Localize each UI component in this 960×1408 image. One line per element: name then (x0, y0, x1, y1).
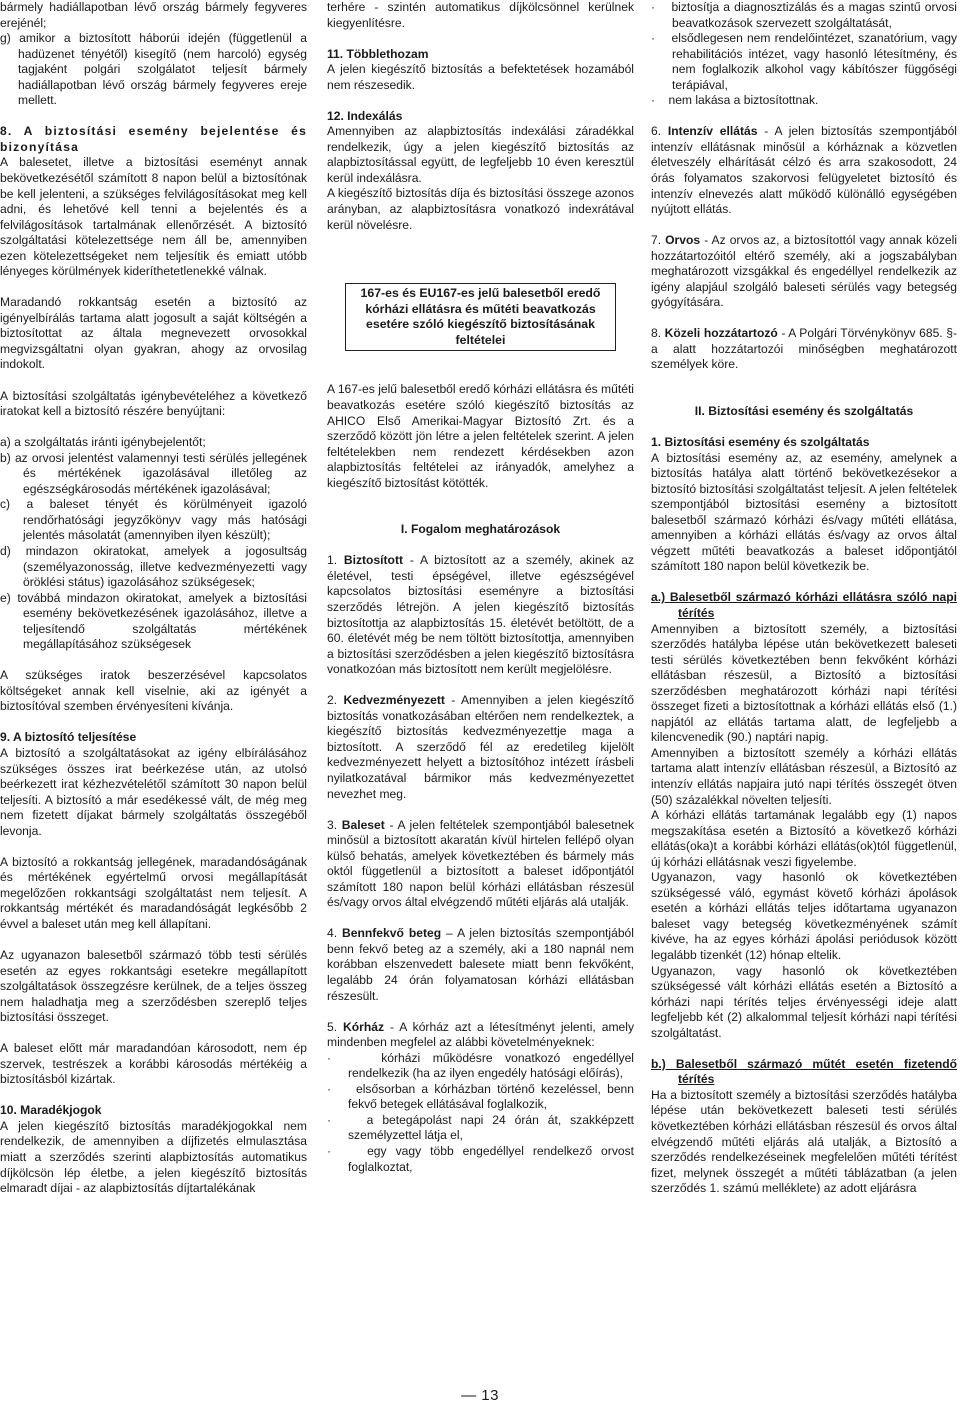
definition-text: - Amennyiben a jelen kiegészítő biztosítás vonatkozásában eltérően nem rendelkeztek, a kiegészítő biztosítás kedvezményezettje maga a biztosított. A szerződő fél az eredetileg kijelölt kedvezményezett helyett a biztosítóhoz intézett írásbeli nyilatkozatával bármikor más kedvezményezettet nevezhet meg. (327, 693, 634, 801)
paragraph: A kiegészítő biztosítás díja és biztosítási összege azonos arányban, az alapbiztosításra vonatkozó indexrátával kerül növelésre. (327, 186, 634, 232)
paragraph: A jelen kiegészítő biztosítás a befektetések hozamából nem részesedik. (327, 62, 634, 92)
definition-number: 1. (327, 553, 344, 568)
section-heading-II: II. Biztosítási esemény és szolgáltatás (694, 403, 914, 418)
list-item: · egy vagy több engedéllyel rendelkező orvost foglalkoztat, (327, 1143, 634, 1174)
paragraph: A biztosító a szolgáltatásokat az igény elbírálásához szükséges összes irat beérkezése után, az utolsó beérkezett irat kézhezvételétől számított 30 napon belül teljesíti. A biztosító a már esedékessé vált, de még meg nem fizetett díjakat bármely szolgáltatás összegéből levonja. (0, 745, 307, 838)
paragraph: Az ugyanazon balesetből származó több testi sérülés esetén az egyes rokkantsági esetekre megállapított szolgáltatások összegzésre kerülnek, de a teljes összeg nem haladhatja meg a szerződésben szereplő teljes biztosítási összeget. (0, 947, 307, 1025)
paragraph: Amennyiben az alapbiztosítás indexálási záradékkal rendelkezik, úgy a jelen kiegészítő biztosítás az alapbiztosítással együtt, de legfeljebb 10 éven keresztül kerül indexálásra. (327, 124, 634, 185)
definition-6 (651, 124, 957, 217)
definition-term: Intenzív ellátás (667, 124, 758, 139)
section-heading-9: 9. A biztosító teljesítése (0, 730, 137, 745)
definition-text: – A jelen biztosítás szempontjából benn fekvő beteg az a személy, aki a 180 napnál nem korábban elszenvedett balesete miatt benn fekvőként, legalább 24 órán folyamatosan kórházi ellátásban részesült. (327, 926, 634, 1003)
definition-4 (327, 926, 634, 1004)
paragraph: g) amikor a biztosított háborúi idején (függetlenül a hadüzenet tényétől) kisegítő (nem harcoló) egység tagjaként polgári szolgálatot teljesít bármely hadiállapotban lévő ország bármely fegyveres ereje mellett. (0, 31, 307, 108)
paragraph: A biztosító a rokkantság jellegének, maradandóságának és mértékének egyértelmű orvosi megállapítását megelőzően rokkantsági szolgáltatást nem teljesít. A rokkantság mértékét és maradandóságát legkésőbb 2 évvel a baleset után meg kell állapítani. (0, 854, 307, 931)
paragraph: Amennyiben a biztosított személy, a biztosítási szerződés hatályba lépése után bekövetkezett baleseti testi sérülés következtében benn fekvőként kórházi ellátásban részesül, a Biztosító a biztosítási szerződésben meghatározott kórházi napi térítési összeget fizeti a biztosítottnak a kórházi ellátás első (1.) napjától az ellátás tartama alatt, de legfeljebb a kilencvenedik (90.) naptári napig. (651, 621, 957, 745)
definition-number: 5. (327, 1019, 344, 1034)
definition-number: 7. (651, 233, 666, 248)
paragraph: A biztosítási esemény az, az esemény, amelynek a biztosítás hatálya alatt történő bekövetkezésekor a biztosító biztosítási szolgáltatást teljesít. A jelen feltételek szempontjából biztosítási esemény a biztosított balesetből származó kórházi és/vagy műtéti ellátása, amennyiben a kórházi ellátás és/vagy az orvos által végzett műtéti beavatkozás a baleset időpontjától számított 180 napon belül következik be. (651, 450, 957, 574)
section-heading-12: 12. Indexálás (327, 108, 403, 123)
list-item: b) az orvosi jelentést valamennyi testi sérülés jellegének és mértékének igazolásával illetőleg az egészségkárosodás mértékének igazolásával; (0, 450, 307, 496)
hospital-requirements-list-cont (651, 0, 957, 109)
subsection-heading-b: b.) Balesetből származó műtét esetén fizetendő térítés (651, 1056, 957, 1087)
section-heading-I: I. Fogalom meghatározások (400, 522, 561, 537)
list-item: a) a szolgáltatás iránti igénybejelentőt; (0, 435, 206, 450)
boxed-title: 167-es és EU167-es jelű balesetből eredő kórházi ellátásra és műtéti beavatkozás esetére szóló kiegészítő biztosításának feltételei (345, 283, 616, 351)
paragraph: Ugyanazon, vagy hasonló ok következtében szükségessé váló, egymást követő kórházi ápolások esetén a kórházi ellátás teljes időtartama ugyanazon baleset vagy betegség következményének számít kivéve, ha az egyes kórházi ápolási periódusok között legalább tizenkét (12) hónap eltelik. (651, 870, 957, 963)
definition-number: 4. (327, 926, 343, 941)
paragraph: Ugyanazon, vagy hasonló ok következtében szükségessé vált kórházi ellátás esetén a Biztosító a kórházi napi térítés teljes érvényességi ideje alatt legfeljebb két (2) alkalommal teljesít kórházi napi térítési szolgáltatást. (651, 963, 957, 1040)
list-item: · biztosítja a diagnosztizálás és a magas szintű orvosi beavatkozások szervezett szolgáltatását, (651, 0, 957, 30)
list-item: d) mindazon okiratokat, amelyek a jogosultság (személyazonosság, illetve kedvezményezetti vagy öröklési státus) igazolásához szükségesek; (0, 543, 307, 590)
section-heading-11: 11. Többlethozam (327, 46, 429, 61)
definition-text: - A Polgári Törvénykönyv 685. §-a alatt hozzátartozói minőségben meghatározott személyek köre. (651, 326, 957, 372)
paragraph: A kórházi ellátás tartamának legalább egy (1) napos megszakítása esetén a Biztosító a következő kórházi ellátás(oka)t a korábbi kórházi ellátás(ok)tól függetlenül, új kórházi ellátásnak veszi figyelembe. (651, 808, 957, 869)
definition-term: Közeli hozzátartozó (664, 326, 778, 341)
subsection-heading-1: 1. Biztosítási esemény és szolgáltatás (651, 435, 870, 450)
definition-text: - Az orvos az, a biztosítottól vagy annak közeli hozzátartozóitól eltérő személy, aki a jogszabályban meghatározott vizsgákkal és engedéllyel rendelkezik az igény alapjául szolgáló baleseti sérülés vagy betegség gyógyítására. (651, 233, 957, 310)
definition-8 (651, 326, 957, 373)
definition-number: 3. (327, 817, 342, 832)
paragraph: bármely hadiállapotban lévő ország bármely fegyveres erejénél; (0, 0, 307, 30)
definition-text: - A kórház azt a létesítményt jelenti, amely mindenben megfelel az alábbi követelményeknek: (327, 1019, 634, 1050)
paragraph: terhére - szintén automatikus díjkölcsönnel kerülnek kiegyenlítésre. (327, 0, 634, 30)
definition-term: Kedvezményezett (343, 693, 445, 708)
list-item: e) továbbá mindazon okiratokat, amelyek a biztosítási esemény bekövetkezésének igazolásához, illetve a teljesítendő szolgáltatás mértékének megállapításához szükségesek (0, 590, 307, 652)
definition-term: Kórház (343, 1019, 385, 1034)
hospital-requirements-list (327, 1051, 634, 1175)
paragraph: A jelen kiegészítő biztosítás maradékjogokkal nem rendelkezik, de amennyiben a díjfizetés elmulasztása miatt a szerződés szerinti alapbiztosítás automatikus díjkölcsön lép életbe, a jelen kiegészítő biztosítás elmaradt díjai - az alapbiztosítás díjtartalékának (0, 1118, 307, 1196)
section-heading-10: 10. Maradékjogok (0, 1103, 102, 1118)
paragraph: A 167-es jelű balesetből eredő kórházi ellátásra és műtéti beavatkozás esetére szóló kiegészítő biztosítás az AHICO Első Amerikai-Magyar Biztosító Zrt. és a szerződő között jön létre a jelen feltételek szerint. A jelen feltételekben nem rendezett kérdésekben azon alapbiztosítás feltételei az irányadók, amelyhez a kiegészítő biztosítást kötötték. (327, 382, 634, 490)
page-number: — 13 (461, 1387, 499, 1404)
definition-3 (327, 818, 634, 911)
paragraph: Maradandó rokkantság esetén a biztosító az igényelbírálás tartama alatt jogosult a saját költségén a biztosítottat az általa megnevezett orvosokkal megvizsgáltatni olyan gyakran, ahogy az orvosilag indokolt. (0, 295, 307, 372)
column-middle (327, 0, 634, 1175)
paragraph: A szükséges iratok beszerzésével kapcsolatos költségeket annak kell viselnie, aki az igényét a biztosítóval szemben érvényesíteni kívánja. (0, 668, 307, 714)
list-item: · nem lakása a biztosítottnak. (651, 93, 819, 108)
subsection-heading-a: a.) Balesetből származó kórházi ellátásra szóló napi térítés (651, 590, 957, 620)
definition-1 (327, 553, 634, 677)
definition-text: - A biztosított az a személy, akinek az életével, testi épségével, illetve egészségével kapcsolatos biztosítási eseményre a biztosítási szerződés létrejön. A jelen kiegészítő biztosítás biztosítottja az alapbiztosítás 15. életévét betöltött, de a 60. életévét még be nem töltött biztosítottja, amennyiben a biztosítási szerződésben a jelen kiegészítő biztosításra vonatkozóan más biztosított nem került megjelölésre. (327, 553, 634, 677)
definition-term: Bennfekvő beteg (342, 926, 442, 941)
definition-text: - A jelen feltételek szempontjából balesetnek minősül a biztosított akaratán kívül hirtelen fellépő olyan külső behatás, amelyek következtében és bármely más októl függetlenül a biztosított a baleset időpontjától számított 180 napon belül kórházi ellátásban részesül és/vagy orvos által elvégzendő műtéti eljárás alá utalják. (327, 817, 634, 910)
list-item: · a betegápolást napi 24 órán át, szakképzett személyzettel látja el, (327, 1112, 634, 1143)
paragraph: Amennyiben a biztosított személy a kórházi ellátás tartama alatt intenzív ellátásban részesül, a Biztosító az intenzív ellátás napjaira jutó napi térítés összegét ötven (50) százalékkal növelten teljesíti. (651, 745, 957, 807)
paragraph: A biztosítási szolgáltatás igénybevételéhez a következő iratokat kell a biztosító részére benyújtani: (0, 388, 307, 419)
definition-2 (327, 693, 634, 802)
definition-text: - A jelen biztosítás szempontjából intenzív ellátásnak minősül a kórháznak a közvetlen életveszély elhárítását célzó és arra szakosodott, 24 órás folyamatos szakorvosi felügyeletet biztosító és intenzív elnevezés alatt működő különálló egységében nyújtott ellátás. (651, 124, 957, 217)
section-heading-8: 8. A biztosítási esemény bejelentése és bizonyítása (0, 124, 307, 154)
definition-5 (327, 1020, 634, 1051)
definition-term: Orvos (665, 233, 701, 248)
list-item: · elsődlegesen nem rendelőintézet, szanatórium, vagy rehabilitációs intézet, vagy hasonló létesítmény, és nem foglalkozik alkohol vagy kábítószer függőségi terápiával, (651, 31, 957, 92)
list-item: c) a baleset tényét és körülményeit igazoló rendőrhatósági jegyzőkönyv vagy más hatósági jelentés másolatát (amennyiben ilyen készült); (0, 497, 307, 543)
document-list (0, 435, 307, 653)
column-left (0, 0, 307, 1197)
paragraph: Ha a biztosított személy a biztosítási szerződés hatályba lépése után bekövetkezett baleseti testi sérülés következtében kórházi ellátásban részesül és orvos által elvégzendő műtéti eljárás alá utalják, a Biztosító a szerződés rendelkezéseinek megfelelően műtéti térítést fizet, melynek összegét a műtéti táblázatban (a jelen szerződés 1. számú melléklete) az adott eljárásra (651, 1087, 957, 1196)
column-right (651, 0, 957, 1197)
definition-number: 8. (651, 326, 665, 341)
definition-term: Biztosított (343, 553, 404, 568)
page-number-value: 13 (481, 1387, 499, 1404)
list-item: · elsősorban a kórházban történő kezeléssel, benn fekvő betegek ellátásával foglalkozik, (327, 1081, 634, 1112)
definition-7 (651, 233, 957, 311)
definition-number: 2. (327, 693, 344, 708)
paragraph: A baleset előtt már maradandóan károsodott, nem ép szervek, testrészek a korábbi károsodás mértékéig a biztosításból kizártak. (0, 1041, 307, 1087)
definition-term: Baleset (341, 817, 385, 832)
definition-number: 6. (651, 124, 668, 139)
paragraph: A balesetet, illetve a biztosítási eseményt annak bekövetkezésétől számított 8 napon belül a biztosítónak be kell jelenteni, a szükséges felvilágosításokat meg kell adni, és lehetővé kell tenni a bejelentés és a felvilágosítások tartalmának ellenőrzését. A biztosító szolgáltatási kötelezettsége nem áll be, amennyiben ezen kötelezettségeket nem teljesítik és emiatt utóbb lényeges körülmények kideríthetetlenekké válnak. (0, 155, 307, 279)
list-item: · kórházi működésre vonatkozó engedéllyel rendelkezik (ha az ilyen engedély hatósági előírás), (327, 1050, 634, 1081)
